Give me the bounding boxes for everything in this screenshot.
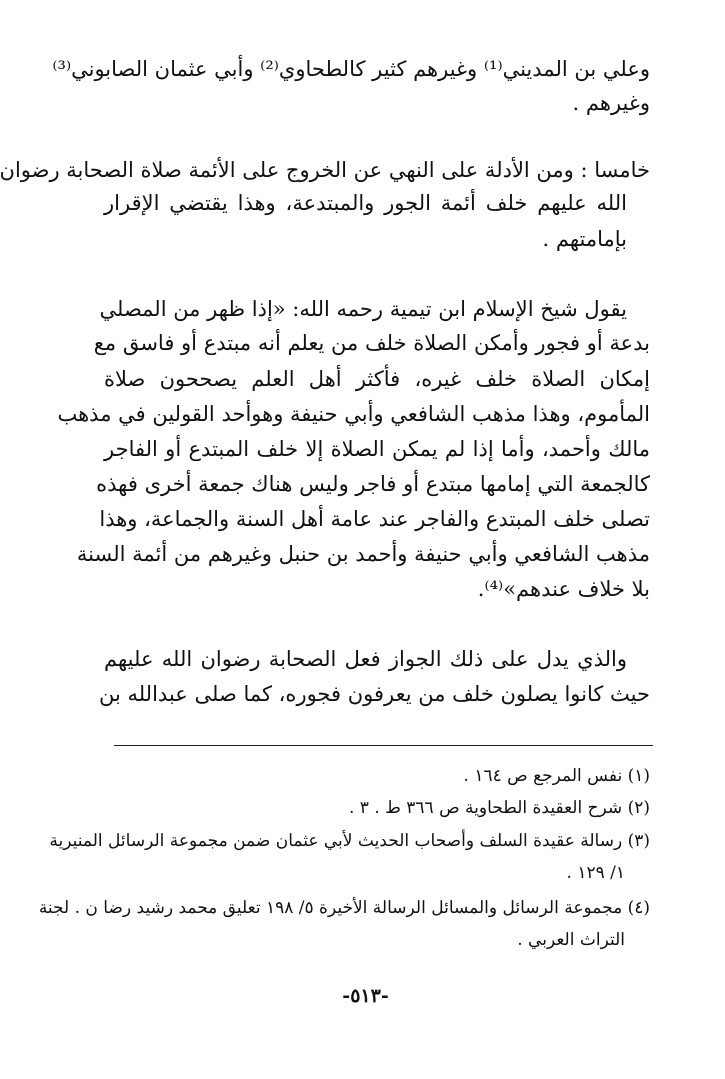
- footnote-continuation: ١/ ١٢٩ .: [566, 863, 625, 883]
- body-line: يقول شيخ الإسلام ابن تيمية رحمه الله: «إذا ظهر من المصلي: [99, 297, 627, 321]
- body-line: مذهب الشافعي وأبي حنيفة وأحمد بن حنبل وغيرهم من أئمة السنة: [76, 542, 650, 566]
- body-line: تصلى خلف المبتدع والفاجر عند عامة أهل السنة والجماعة، وهذا: [99, 507, 650, 531]
- footnote: (٢) شرح العقيدة الطحاوية ص ٣٦٦ ط . ٣ .: [348, 798, 650, 818]
- footnote: (٤) مجموعة الرسائل والمسائل الرسالة الأخيرة ٥/ ١٩٨ تعليق محمد رشيد رضا ن . لجنة: [38, 898, 650, 918]
- footnote: (١) نفس المرجع ص ١٦٤ .: [463, 766, 650, 786]
- footnote-continuation: التراث العربي .: [517, 930, 625, 950]
- body-line: وغيرهم .: [572, 91, 650, 115]
- body-line: كالجمعة التي إمامها مبتدع أو فاجر وليس هناك جمعة أخرى فهذه: [96, 472, 650, 496]
- body-line: بلا خلاف عندهم»⁽⁴⁾.: [477, 577, 650, 601]
- body-line: خامسا : ومن الأدلة على النهي عن الخروج على الأئمة صلاة الصحابة رضوان: [0, 158, 650, 182]
- body-line: بدعة أو فجور وأمكن الصلاة خلف من يعلم أنه مبتدع أو فاسق مع: [93, 331, 650, 355]
- body-line: بإمامتهم .: [542, 227, 627, 251]
- body-line: المأموم، وهذا مذهب الشافعي وأبي حنيفة وهوأحد القولين في مذهب: [57, 402, 650, 426]
- body-line: وعلي بن المديني⁽¹⁾ وغيرهم كثير كالطحاوي⁽²⁾ وأبي عثمان الصابوني⁽³⁾: [52, 57, 650, 81]
- footnote-divider: [114, 745, 653, 746]
- body-line: الله عليهم خلف أئمة الجور والمبتدعة، وهذا يقتضي الإقرار: [104, 191, 627, 215]
- body-line: إمكان الصلاة خلف غيره، فأكثر أهل العلم يصححون صلاة: [104, 367, 650, 391]
- body-line: مالك وأحمد، وأما إذا لم يمكن الصلاة إلا خلف المبتدع أو الفاجر: [104, 437, 650, 461]
- page-number: -٥١٣-: [342, 985, 389, 1007]
- body-line: والذي يدل على ذلك الجواز فعل الصحابة رضوان الله عليهم: [104, 647, 627, 671]
- body-line: حيث كانوا يصلون خلف من يعرفون فجوره، كما صلى عبدالله بن: [98, 682, 650, 706]
- footnote: (٣) رسالة عقيدة السلف وأصحاب الحديث لأبي عثمان ضمن مجموعة الرسائل المنيرية: [49, 831, 650, 851]
